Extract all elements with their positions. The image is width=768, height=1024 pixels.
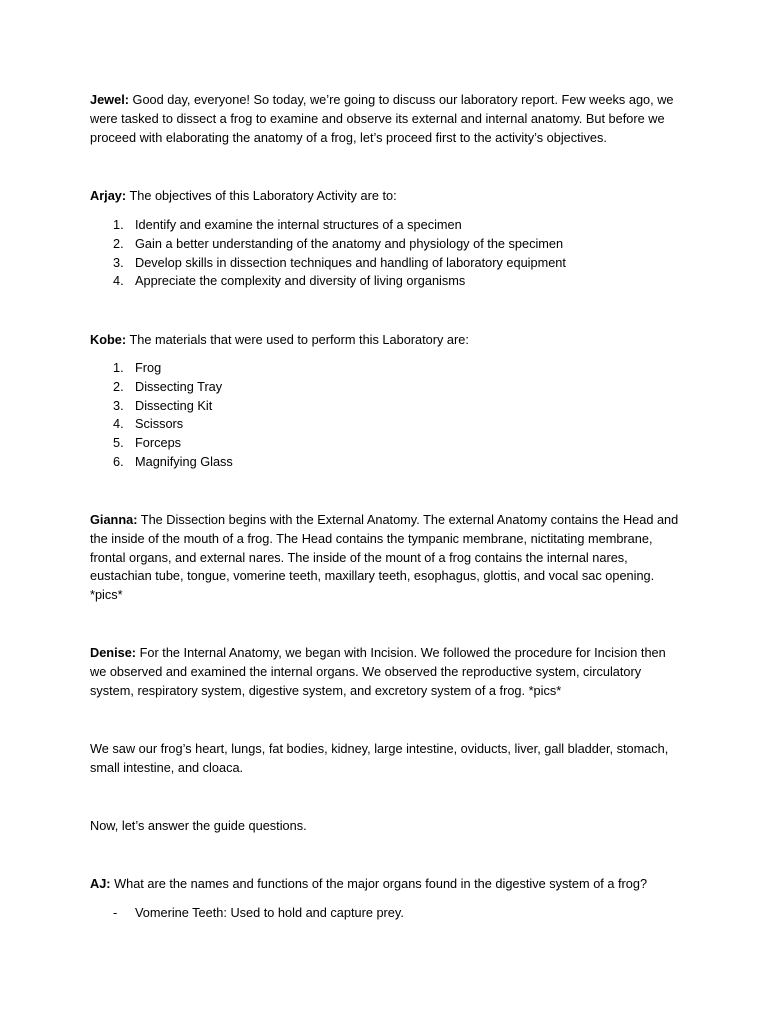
list-item-text: Vomerine Teeth: Used to hold and capture prey. [135,905,404,920]
line-text: For the Internal Anatomy, we began with Incision. We followed the procedure for Incision then [139,645,666,660]
list-item [113,272,566,291]
paragraph-line: we observed and examined the internal organs. We observed the reproductive system, circulatory [90,663,642,679]
paragraph-line: system, respiratory system, digestive system, and excretory system of a frog. *pics* [90,682,562,698]
list-item-text: Frog [135,360,162,375]
intro-paragraph [90,91,674,147]
list-item [113,378,233,397]
list-number: 3. [113,254,124,270]
list-item [113,434,233,453]
list-item-text: Scissors [135,416,184,432]
line-text: What are the names and functions of the major organs found in the digestive system of a frog? [114,876,648,891]
list-number: 5. [113,435,124,451]
list-number: 2. [113,378,124,394]
line-text: The objectives of this Laboratory Activity are to: [129,188,397,203]
speaker-name: Denise: [90,645,137,660]
list-number: 1. [113,360,124,375]
list-item [113,235,566,254]
list-item-text: Forceps [135,435,182,451]
answer-list [113,904,404,923]
guide-question-paragraph [90,875,647,894]
external-anatomy-paragraph [90,511,678,605]
list-item-text: Develop skills in dissection techniques and handling of laboratory equipment [135,254,566,270]
list-item [113,415,233,434]
line-text: Good day, everyone! So today, we’re going to discuss our laboratory report. Few weeks ago, we [132,92,674,107]
paragraph-line [90,511,678,530]
objectives-paragraph [90,187,397,206]
paragraph-line: the inside of the mouth of a frog. The Head contains the tympanic membrane, nictitating membrane, [90,530,653,546]
speaker-name: Kobe: [90,332,127,347]
list-number: 3. [113,397,124,413]
paragraph-line: eustachian tube, tongue, vomerine teeth, maxillary teeth, esophagus, glottis, and vocal sac opening. [90,568,655,584]
list-item-text: Gain a better understanding of the anatomy and physiology of the specimen [135,235,564,251]
list-item [113,359,233,378]
list-number: 2. [113,235,124,251]
list-item-text: Magnifying Glass [135,453,233,469]
list-dash: - [113,905,118,920]
objectives-list [113,216,566,291]
list-item [113,904,404,923]
speaker-name: Arjay: [90,188,127,203]
paragraph-line [90,187,397,206]
list-item-text: Dissecting Kit [135,397,213,413]
paragraph-line: Now, let’s answer the guide questions. [90,818,307,833]
speaker-name: AJ: [90,876,111,891]
list-item [113,254,566,273]
paragraph-line: *pics* [90,587,123,603]
list-item-text: Appreciate the complexity and diversity of living organisms [135,273,466,289]
paragraph-line: proceed with elaborating the anatomy of a frog, let’s proceed first to the activity’s objectives. [90,129,607,145]
paragraph-line: small intestine, and cloaca. [90,759,244,775]
paragraph-line [90,644,666,663]
speaker-name: Gianna: [90,512,138,527]
list-number: 4. [113,416,124,432]
list-item [113,397,233,416]
paragraph-line [90,331,469,350]
speaker-name: Jewel: [90,92,129,107]
internal-anatomy-paragraph [90,644,666,700]
list-item [113,216,566,235]
transition-paragraph [90,817,307,836]
list-item-text: Identify and examine the internal structures of a specimen [135,217,462,232]
paragraph-line: We saw our frog’s heart, lungs, fat bodies, kidney, large intestine, oviducts, liver, gall bladder, stomach, [90,741,669,756]
list-item-text: Dissecting Tray [135,378,223,394]
list-number: 1. [113,217,124,232]
list-number: 4. [113,273,124,289]
paragraph-line: frontal organs, and external nares. The inside of the mount of a frog contains the internal nares, [90,549,628,565]
organs-seen-paragraph [90,740,668,778]
materials-list [113,359,233,472]
line-text: The Dissection begins with the External Anatomy. The external Anatomy contains the Head and [140,512,679,527]
paragraph-line [90,875,647,894]
materials-paragraph [90,331,469,350]
line-text: The materials that were used to perform this Laboratory are: [129,332,469,347]
paragraph-line: were tasked to dissect a frog to examine and observe its external and internal anatomy. But before we [90,110,665,126]
paragraph-line [90,91,674,110]
list-number: 6. [113,453,124,469]
list-item [113,453,233,472]
